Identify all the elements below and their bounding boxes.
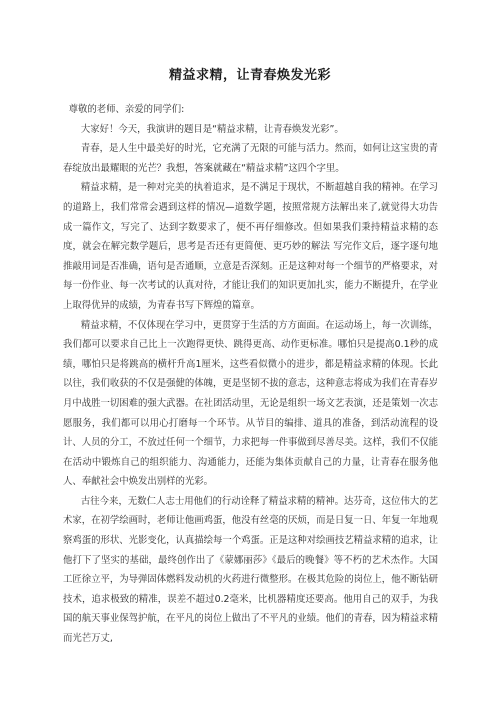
paragraph-opening: 大家好！今天，我演讲的题目是“精益求精，让青春焕发光彩”。: [80, 123, 344, 135]
document-body: [63, 100, 438, 649]
paragraph-examples: 古往今来，无数仁人志士用他们的行动诠释了精益求精的精神。达芬奇，这位伟大的艺术家，在初学绘画时，老师让他画鸡蛋，他没有丝毫的厌烦，而是日复一日、年复一年地观察鸡蛋的形状、光影变化，认真描绘每一个鸡蛋。正是这种对绘画技艺精益求精的追求，让他打下了坚实的基础，最终创作出了《蒙娜丽莎》《最后的晚餐》等不朽的艺术杰作。大国工匠徐立平，为导弹固体燃料发动机的火药进行微整形。在极其危险的岗位上，他不断钻研技术，追求极致的精准，误差不超过0.2毫米，比机器精度还要高。他用自己的双手，为我国的航天事业保驾护航，在平凡的岗位上做出了不平凡的业绩。他们的青春，因为精益求精而光芒万丈,: [63, 495, 439, 645]
paragraph-study: 精益求精，是一种对完美的执着追求，是不满足于现状，不断超越自我的精神。在学习的道路上，我们常常会遇到这样的情况—道数学题，按照常规方法解出来了,就觉得大功告成一篇作文，写完了、达到字数要求了，便不再仔细修改。但如果我们秉持精益求精的态度，就会在解完数学题后，思考是否还有更简便、更巧妙的解法 写完作文后，逐字逐句地推敲用词是否准确，语句是否通顺，立意是否深刻。正是这种对每一个细节的严格要求，对每一份作业、每一次考试的认真对待，才能让我们的知识更加扎实，能力不断提升，在学业上取得优异的成绩，为青春书写下辉煌的篇章。: [63, 182, 439, 311]
paragraph-life: 精益求精，不仅体现在学习中，更贯穿于生活的方方面面。在运动场上，每一次训练，我们都可以要求自己比上一次跑得更快、跳得更高、动作更标准。哪怕只是提高0.1秒的成绩，哪怕只是将跳高的横杆升高1厘米，这些看似微小的进步，都是精益求精的体现。长此以往，我们收获的不仅是强健的体魄，更是坚韧不拔的意志，这种意志将成为我们在青春岁月中战胜一切困难的强大武器。在社团活动里，无论是组织一场文艺表演，还是策划一次志愿服务，我们都可以用心打磨每一个环节。从节目的编排、道具的准备，到活动流程的设计、人员的分工，不放过任何一个细节，力求把每一件事做到尽善尽美。这样，我们不仅能在活动中锻炼自己的组织能力、沟通能力，还能为集体贡献自己的力量，让青春在服务他人、奉献社会中焕发出别样的光彩。: [63, 319, 439, 488]
paragraph-youth: 青春，是人生中最美好的时光，它充满了无限的可能与活力。然而，如何让这宝贵的青春绽放出最耀眼的光芒？我想，答案就藏在“精益求精”这四个字里。: [63, 143, 438, 174]
greeting-line: 尊敬的老师、亲爱的同学们:: [68, 104, 185, 115]
document-title: 精益求精，让青春焕发光彩: [168, 68, 331, 83]
